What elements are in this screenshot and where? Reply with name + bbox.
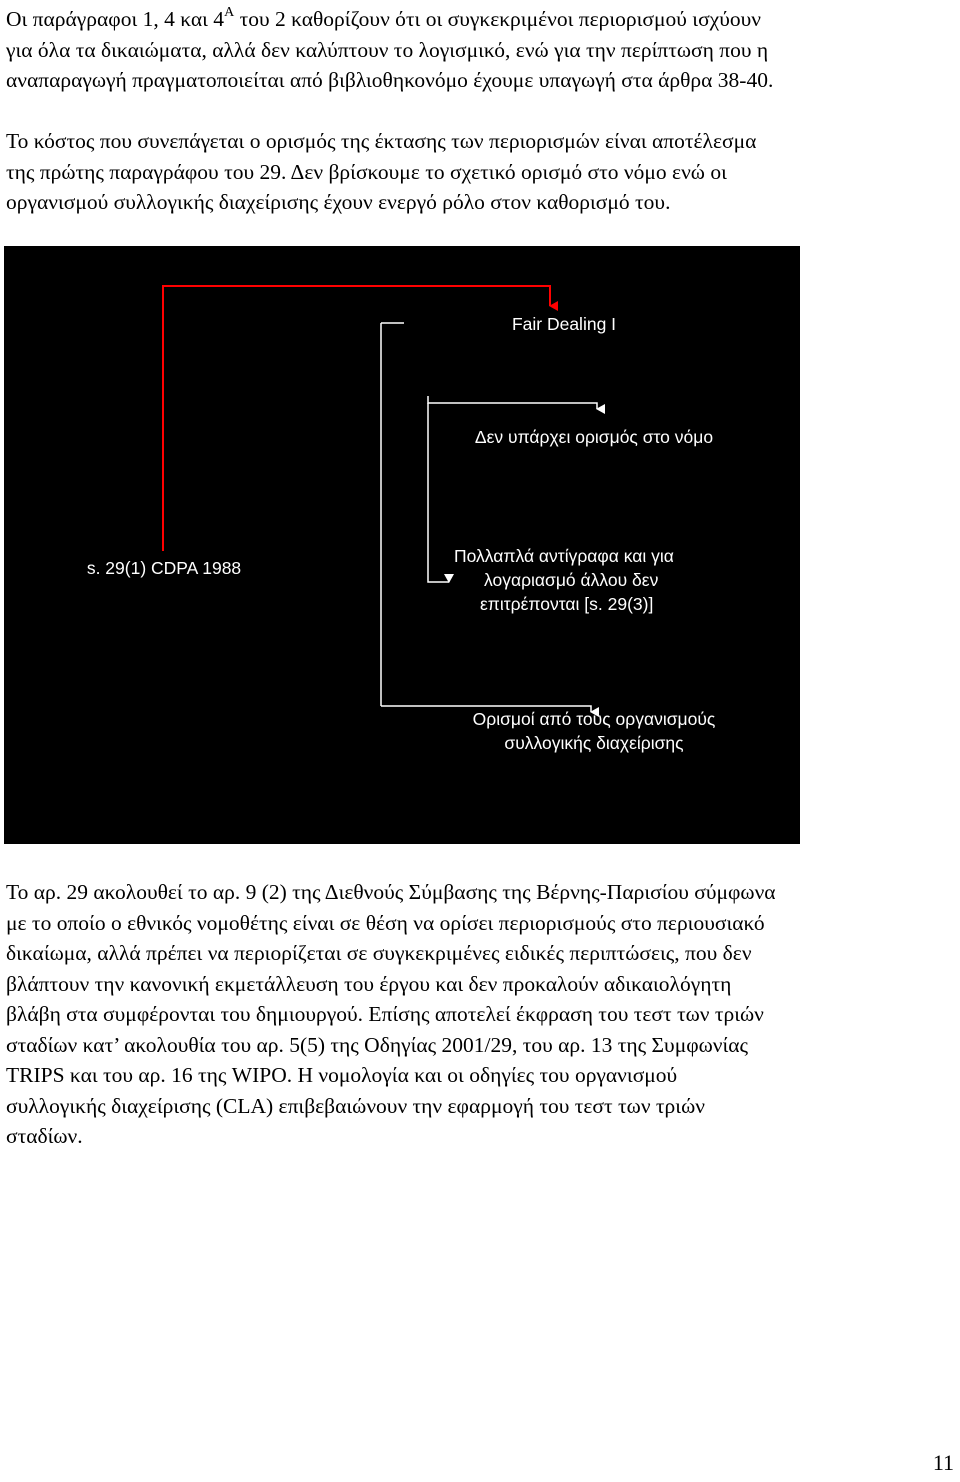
paragraph-3-line-9: σταδίων.	[6, 1124, 83, 1148]
paragraph-1-line-1-rest: του 2 καθορίζουν ότι οι συγκεκριμένοι περιορισμού ισχύουν	[234, 7, 761, 31]
paragraph-1-line-1-text: Οι παράγραφοι 1, 4 και 4	[6, 7, 225, 31]
paragraph-1-line-3: αναπαραγωγή πραγματοποιείται από βιβλιοθηκονόμο έχουμε υπαγωγή στα άρθρα 38-40.	[6, 68, 774, 92]
fair-dealing-diagram	[4, 246, 800, 844]
collective-orgs-label	[444, 707, 744, 755]
paragraph-3-line-5: βλάβη στα συμφέρονται του δημιουργού. Επίσης αποτελεί έκφραση του τεστ των τριών	[6, 1002, 764, 1026]
paragraph-3	[6, 877, 941, 1152]
paragraph-3-line-8: συλλογικής διαχείρισης (CLA) επιβεβαιώνουν την εφαρμογή του τεστ των τριών	[6, 1093, 705, 1118]
paragraph-3-line-1: Το αρ. 29 ακολουθεί το αρ. 9 (2) της Διεθνούς Σύμβασης της Βέρνης-Παρισίου σύμφωνα	[6, 880, 776, 904]
multiple-copies-line-2: λογαριασμό άλλου δεν	[484, 570, 659, 590]
paragraph-3-line-4: βλάπτουν την κανονική εκμετάλλευση του έργου και δεν προκαλούν αδικαιολόγητη	[6, 971, 732, 996]
fair-dealing-label: Fair Dealing I	[511, 314, 617, 334]
page-number: 11	[932, 1450, 954, 1475]
paragraph-1-line-1	[6, 4, 941, 35]
paragraph-2-line-3: οργανισμού συλλογικής διαχείρισης έχουν ενεργό ρόλο στον καθορισμό του.	[6, 190, 671, 214]
paragraph-2-line-1: Το κόστος που συνεπάγεται ο ορισμός της έκτασης των περιορισμών είναι αποτέλεσμα	[6, 129, 757, 153]
paragraph-2-line-2: της πρώτης παραγράφου του 29. Δεν βρίσκουμε το σχετικό ορισμό στο νόμο ενώ οι	[6, 159, 727, 184]
collective-orgs-line-1: Ορισμοί από τους οργανισμούς	[472, 709, 716, 729]
paragraph-3-line-6: σταδίων κατ’ ακολουθία του αρ. 5(5) της Οδηγίας 2001/29, του αρ. 13 της Συμφωνίας	[6, 1032, 749, 1057]
superscript-a: A	[224, 4, 235, 20]
no-definition-label: Δεν υπάρχει ορισμός στο νόμο	[474, 427, 714, 447]
paragraph-1-line-2: για όλα τα δικαιώματα, αλλά δεν καλύπτουν το λογισμικό, ενώ για την περίπτωση που η	[6, 37, 769, 62]
multiple-copies-line-1: Πολλαπλά αντίγραφα και για	[454, 546, 674, 566]
multiple-copies-label	[454, 544, 744, 616]
collective-orgs-line-2: συλλογικής διαχείρισης	[504, 733, 684, 753]
paragraph-3-line-3: δικαίωμα, αλλά πρέπει να περιορίζεται σε συγκεκριμένες ειδικές περιπτώσεις, που δεν	[6, 941, 752, 965]
paragraph-2	[6, 126, 941, 218]
paragraph-3-line-7: TRIPS και του αρ. 16 της WIPO. Η νομολογία και οι οδηγίες του οργανισμού	[6, 1063, 678, 1087]
cdpa-label: s. 29(1) CDPA 1988	[86, 558, 242, 578]
paragraph-3-line-2: με το οποίο ο εθνικός νομοθέτης είναι σε θέση να ορίσει περιορισμούς στο περιουσιακό	[6, 910, 765, 935]
paragraph-1	[6, 4, 941, 96]
multiple-copies-line-3: επιτρέπονται [s. 29(3)]	[480, 594, 654, 614]
